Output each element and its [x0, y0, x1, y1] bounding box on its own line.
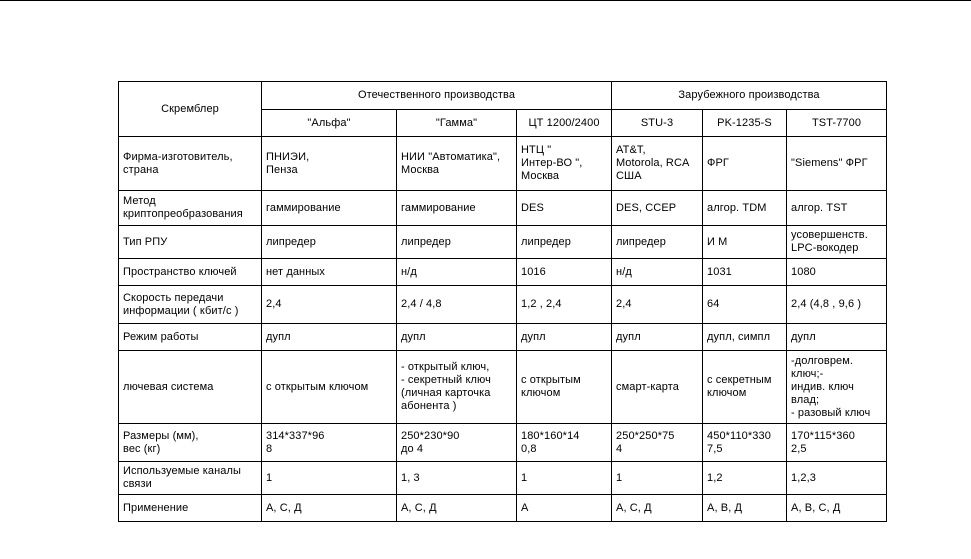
table-cell: 64	[703, 286, 787, 324]
table-cell: гаммирование	[262, 191, 397, 226]
table-row-key-system	[119, 351, 887, 424]
table-cell: 450*110*330 7,5	[703, 424, 787, 462]
table-cell: н/д	[612, 259, 703, 286]
table-cell: -долговрем. ключ;- индив. ключ влад; - разовый ключ	[787, 351, 887, 424]
table-cell: 1	[517, 462, 612, 495]
table-cell: дупл	[612, 324, 703, 351]
table-row-rpu-type	[119, 226, 887, 259]
row-label: Пространство ключей	[119, 259, 262, 286]
table-cell: липредер	[612, 226, 703, 259]
table-row-transfer-rate	[119, 286, 887, 324]
row-label: Размеры (мм), вес (кг)	[119, 424, 262, 462]
table-row-application	[119, 495, 887, 522]
table-cell: 2,4	[612, 286, 703, 324]
table-cell: дупл	[517, 324, 612, 351]
header-foreign: Зарубежного производства	[612, 82, 887, 110]
table-cell: НИИ "Автоматика", Москва	[397, 137, 517, 191]
row-label: лючевая система	[119, 351, 262, 424]
table-row-operation-mode	[119, 324, 887, 351]
row-label: Фирма-изготовитель, страна	[119, 137, 262, 191]
table-cell: дупл	[787, 324, 887, 351]
row-label: Тип РПУ	[119, 226, 262, 259]
table-cell: ФРГ	[703, 137, 787, 191]
table-cell: 314*337*96 8	[262, 424, 397, 462]
model-alfa: "Альфа"	[262, 110, 397, 137]
model-tst7700: TST-7700	[787, 110, 887, 137]
table-cell: усовершенств. LPC-вокодер	[787, 226, 887, 259]
table-cell: алгор. TST	[787, 191, 887, 226]
table-row-crypto-method	[119, 191, 887, 226]
table-cell: А, В, С, Д	[787, 495, 887, 522]
table-row-channels	[119, 462, 887, 495]
table-row-key-space	[119, 259, 887, 286]
row-label: Режим работы	[119, 324, 262, 351]
table-cell: смарт-карта	[612, 351, 703, 424]
table-cell: 180*160*14 0,8	[517, 424, 612, 462]
table-cell: липредер	[397, 226, 517, 259]
table-cell: липредер	[262, 226, 397, 259]
table-cell: А, С, Д	[397, 495, 517, 522]
table-cell: гаммирование	[397, 191, 517, 226]
table-cell: НТЦ " Интер-ВО ", Москва	[517, 137, 612, 191]
scrambler-comparison-table	[118, 81, 887, 522]
table-cell: А	[517, 495, 612, 522]
table-cell: алгор. TDM	[703, 191, 787, 226]
row-label: Скорость передачи информации ( кбит/с )	[119, 286, 262, 324]
model-stu3: STU-3	[612, 110, 703, 137]
table-cell: с открытым ключом	[517, 351, 612, 424]
table-cell: с открытым ключом	[262, 351, 397, 424]
table-row-dimensions-weight	[119, 424, 887, 462]
table-cell: дупл, симпл	[703, 324, 787, 351]
table-cell: А, В, Д	[703, 495, 787, 522]
table-cell: А, С, Д	[612, 495, 703, 522]
row-label: Метод криптопреобразования	[119, 191, 262, 226]
table-cell: И М	[703, 226, 787, 259]
table-cell: DES, CCEP	[612, 191, 703, 226]
table-cell: 2,4 (4,8 , 9,6 )	[787, 286, 887, 324]
table-cell: с секретным ключом	[703, 351, 787, 424]
table-cell: ПНИЭИ, Пенза	[262, 137, 397, 191]
table-row-manufacturer	[119, 137, 887, 191]
table-cell: 2,4	[262, 286, 397, 324]
table-cell: DES	[517, 191, 612, 226]
table-cell: липредер	[517, 226, 612, 259]
table-cell: 1031	[703, 259, 787, 286]
table-cell: 1	[612, 462, 703, 495]
table-cell: "Siemens" ФРГ	[787, 137, 887, 191]
model-gamma: "Гамма"	[397, 110, 517, 137]
table-cell: 1080	[787, 259, 887, 286]
table-cell: 1	[262, 462, 397, 495]
table-cell: AT&T, Motorola, RCA США	[612, 137, 703, 191]
header-scrambler: Скремблер	[119, 82, 262, 137]
model-pk1235s: PK-1235-S	[703, 110, 787, 137]
row-label: Применение	[119, 495, 262, 522]
table-cell: 250*230*90 до 4	[397, 424, 517, 462]
table-cell: 250*250*75 4	[612, 424, 703, 462]
table-cell: н/д	[397, 259, 517, 286]
table-cell: дупл	[397, 324, 517, 351]
table-cell: 1,2,3	[787, 462, 887, 495]
top-rule	[0, 0, 971, 1]
table-cell: дупл	[262, 324, 397, 351]
model-ct1200: ЦТ 1200/2400	[517, 110, 612, 137]
table-cell: А, С, Д	[262, 495, 397, 522]
row-label: Используемые каналы связи	[119, 462, 262, 495]
table-cell: 2,4 / 4,8	[397, 286, 517, 324]
header-domestic: Отечественного производства	[262, 82, 612, 110]
table-cell: нет данных	[262, 259, 397, 286]
table-cell: 1,2 , 2,4	[517, 286, 612, 324]
table-cell: 1016	[517, 259, 612, 286]
table-cell: 170*115*360 2,5	[787, 424, 887, 462]
table-cell: 1, 3	[397, 462, 517, 495]
header-row-groups	[119, 82, 887, 110]
table-cell: 1,2	[703, 462, 787, 495]
table-cell: - открытый ключ, - секретный ключ (личная карточка абонента )	[397, 351, 517, 424]
